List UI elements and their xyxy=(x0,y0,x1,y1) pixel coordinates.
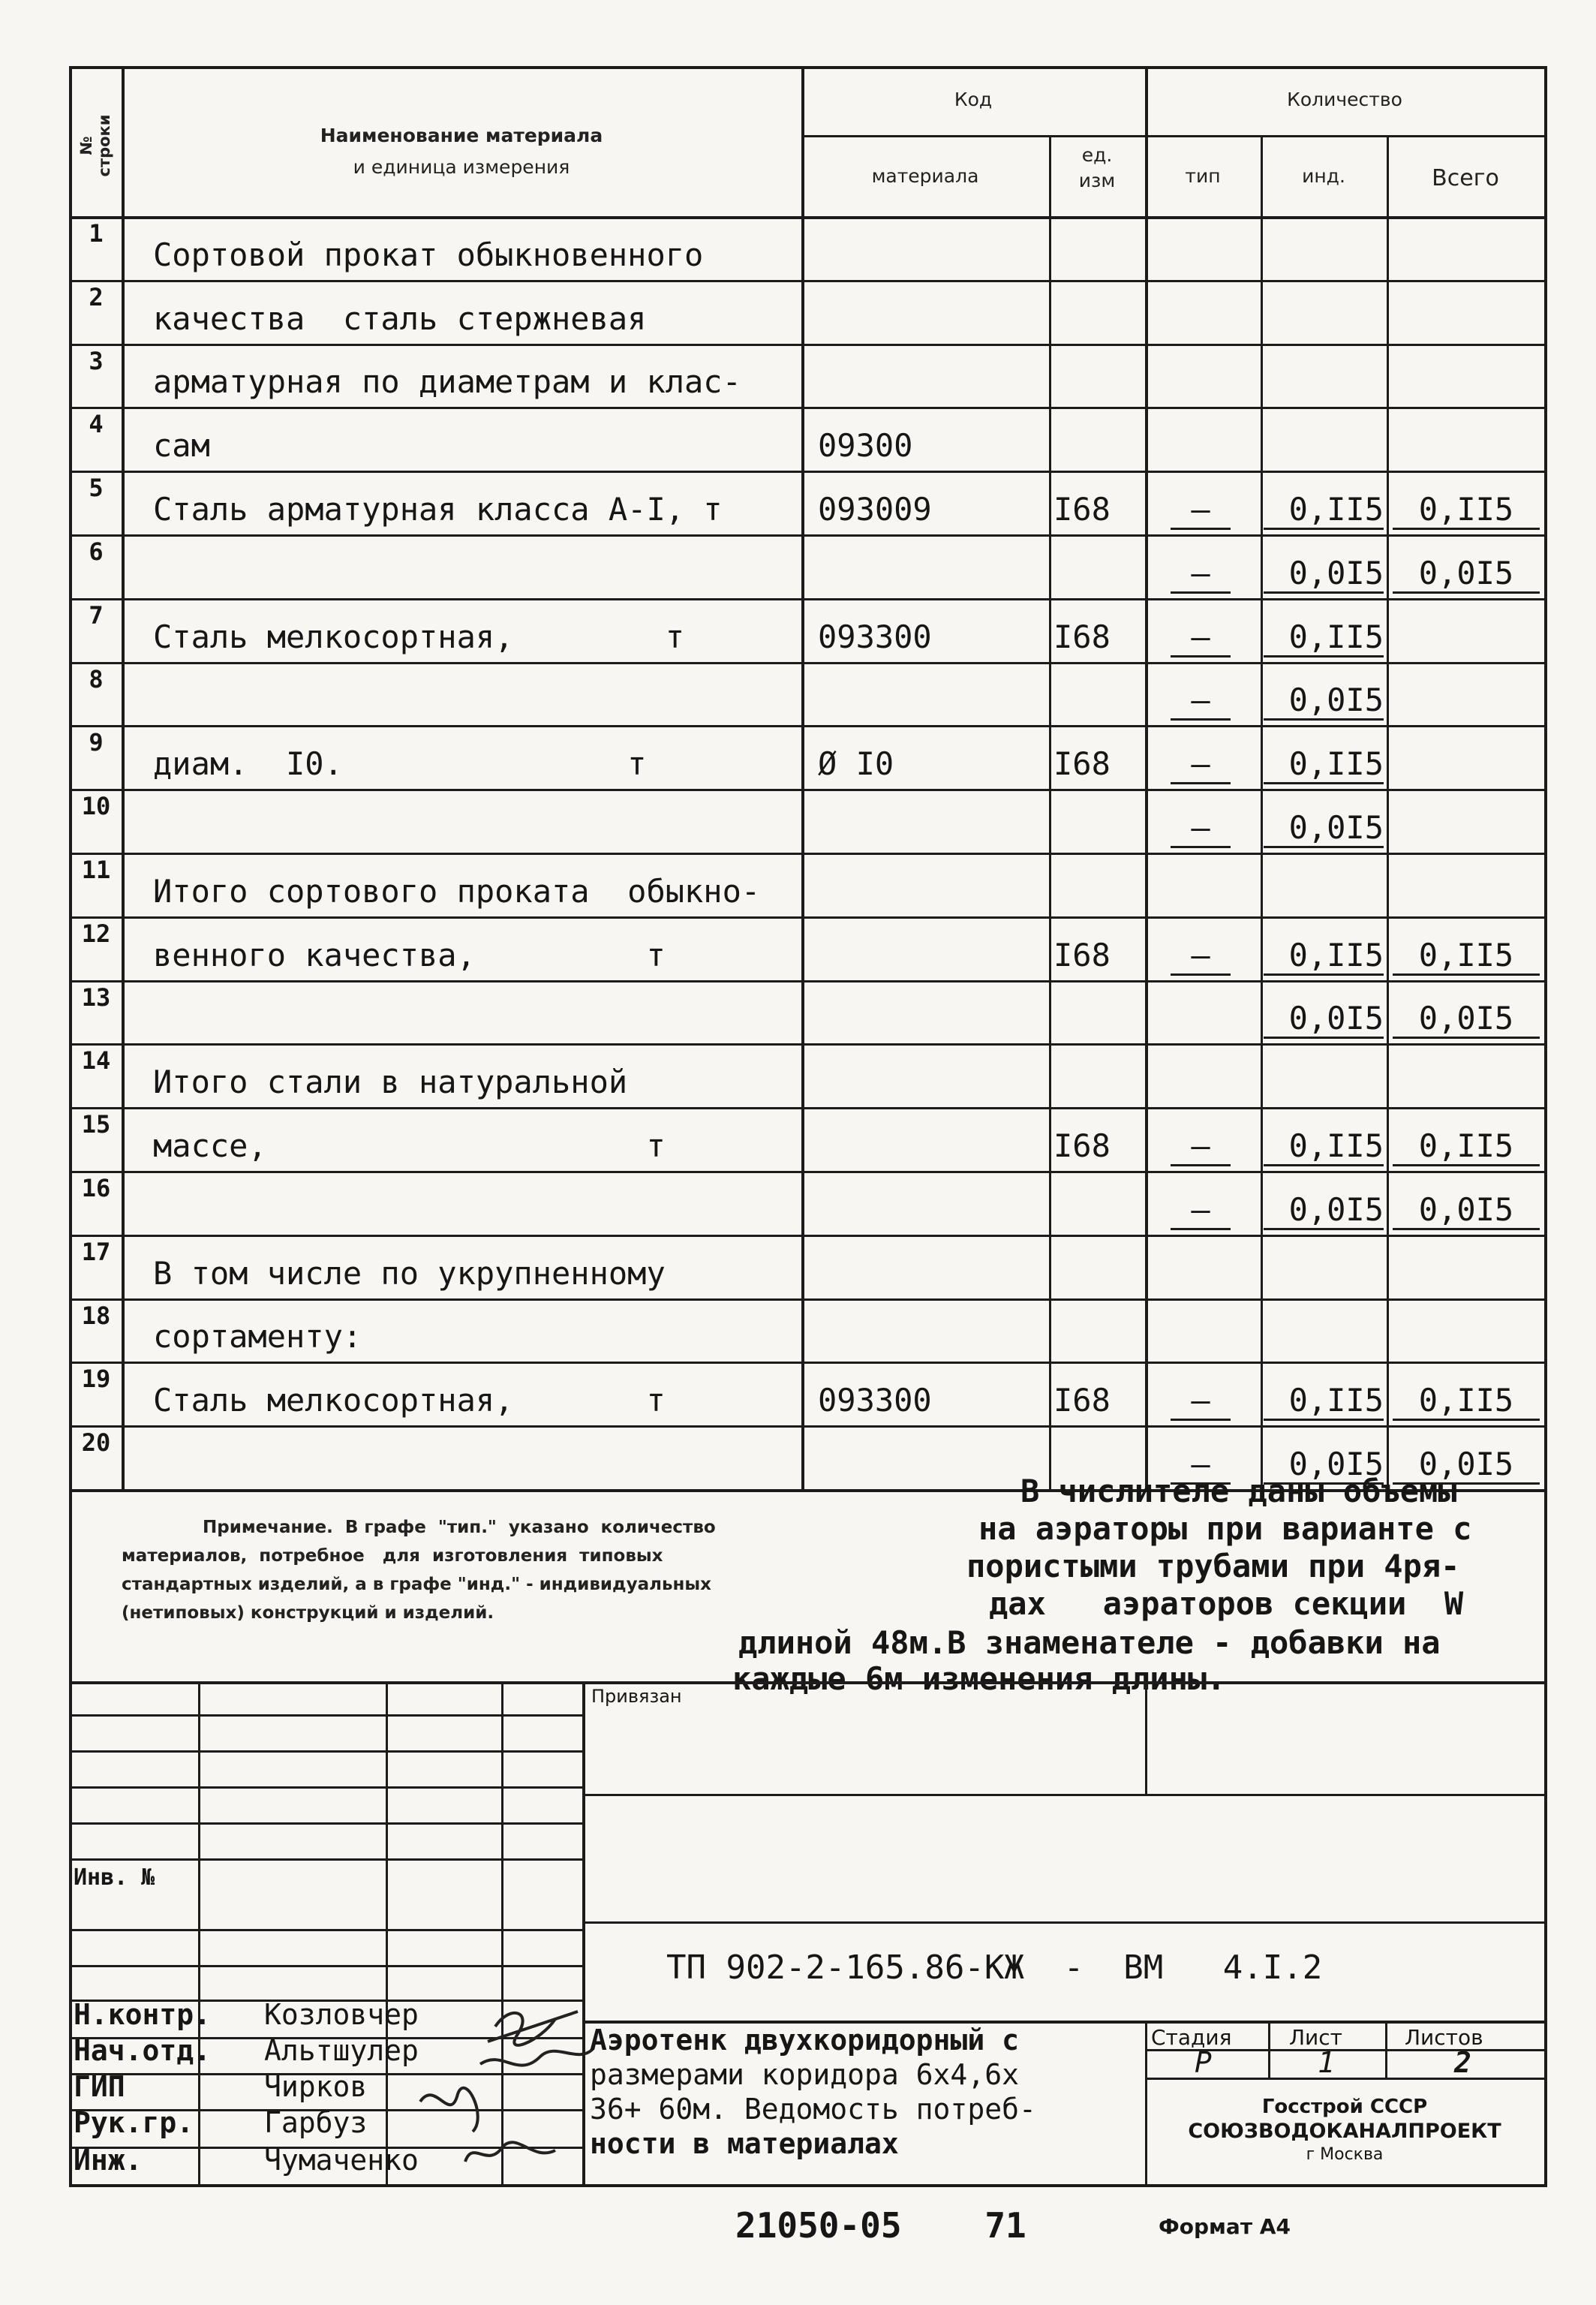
row-line xyxy=(69,1171,1547,1173)
unit-code: I68 xyxy=(1053,745,1111,782)
row-line xyxy=(69,407,1547,409)
row-number: 8 xyxy=(89,665,104,694)
note-big-line: на аэраторы при варианте с xyxy=(978,1510,1472,1547)
row-number: 4 xyxy=(89,410,104,438)
row-line xyxy=(69,1298,1547,1301)
note-line: Примечание. В графе "тип." указано количество xyxy=(203,1518,716,1537)
material-name: арматурная по диаметрам и клас- xyxy=(153,363,741,400)
stamp-h xyxy=(69,1822,582,1825)
org-line2: СОЮЗВОДОКАНАЛПРОЕКТ xyxy=(1188,2120,1501,2143)
stage-div2 xyxy=(1385,2021,1387,2078)
privyazan-label: Привязан xyxy=(591,1686,682,1707)
org-line3: г Москва xyxy=(1306,2145,1384,2164)
row-line xyxy=(69,1425,1547,1428)
signer-role: Рук.гр. xyxy=(74,2106,194,2139)
qty-type: – xyxy=(1171,555,1231,594)
title-line: ности в материалах xyxy=(590,2127,899,2160)
header-code-material: материала xyxy=(871,165,979,187)
note-big-line: пористыми трубами при 4ря- xyxy=(966,1548,1460,1584)
qty-ind: 0,0I5 xyxy=(1264,555,1384,594)
stamp-h xyxy=(69,1786,582,1789)
row-line xyxy=(69,980,1547,982)
material-code: 093009 xyxy=(818,491,932,528)
row-line xyxy=(69,1107,1547,1109)
row-number: 16 xyxy=(81,1174,111,1202)
note-line: (нетиповых) конструкций и изделий. xyxy=(122,1603,494,1623)
sheet-value: 1 xyxy=(1318,2046,1335,2079)
row-number: 7 xyxy=(89,601,104,630)
qty-type: – xyxy=(1171,682,1231,721)
footer-format: Формат А4 xyxy=(1159,2214,1291,2239)
material-name: массе, т xyxy=(153,1127,666,1164)
stamp-h xyxy=(69,1929,582,1931)
qty-ind: 0,II5 xyxy=(1264,618,1384,657)
qty-type: – xyxy=(1171,937,1231,976)
qty-total: 0,0I5 xyxy=(1393,555,1540,594)
signer-name: Чумаченко xyxy=(264,2144,419,2177)
row-number: 9 xyxy=(89,728,104,757)
qty-ind: 0,0I5 xyxy=(1264,682,1384,721)
stamp-right-h1 xyxy=(582,1794,1544,1796)
col-ind-divider xyxy=(1387,135,1389,1489)
material-code: Ø I0 xyxy=(818,745,894,782)
qty-type: – xyxy=(1171,1127,1231,1166)
qty-ind: 0,II5 xyxy=(1264,937,1384,976)
note-big-line: В числителе даны объемы xyxy=(1020,1473,1457,1509)
qty-ind: 0,II5 xyxy=(1264,1382,1384,1421)
qty-ind: 0,II5 xyxy=(1264,491,1384,530)
stamp-h xyxy=(69,1965,582,1967)
footer-doc-number: 21050-05 71 xyxy=(735,2205,1026,2246)
header-sub-line xyxy=(801,135,1544,137)
qty-ind: 0,II5 xyxy=(1264,745,1384,784)
material-name: В том числе по укрупненному xyxy=(153,1255,666,1292)
qty-total: 0,II5 xyxy=(1393,491,1540,530)
note-line: стандартных изделий, а в графе "инд." - индивидуальных xyxy=(122,1575,712,1594)
row-line xyxy=(69,662,1547,664)
header-row-number: № строки xyxy=(77,114,113,177)
material-code: 093300 xyxy=(818,618,932,655)
row-number: 10 xyxy=(81,792,111,820)
header-code-group: Код xyxy=(954,89,993,110)
qty-ind: 0,0I5 xyxy=(1264,1446,1384,1485)
inv-number-label: Инв. № xyxy=(74,1864,155,1891)
row-number: 17 xyxy=(81,1238,111,1266)
material-name: Сталь мелкосортная, т xyxy=(153,618,685,655)
row-line xyxy=(69,1235,1547,1237)
frame-right xyxy=(1544,66,1547,2187)
row-number: 3 xyxy=(89,347,104,375)
unit-code: I68 xyxy=(1053,618,1111,655)
row-line xyxy=(69,598,1547,600)
title-line: размерами коридора 6х4,6х xyxy=(590,2058,1019,2091)
stamp-top-line xyxy=(69,1681,1547,1684)
row-line xyxy=(69,725,1547,727)
stamp-v1 xyxy=(198,1681,200,2000)
stamp-h xyxy=(69,1858,582,1861)
material-name: диам. I0. т xyxy=(153,745,647,782)
qty-ind: 0,0I5 xyxy=(1264,1000,1384,1039)
row-number: 6 xyxy=(89,537,104,566)
qty-type: – xyxy=(1171,1191,1231,1230)
unit-code: I68 xyxy=(1053,1127,1111,1164)
material-name: качества сталь стержневая xyxy=(153,300,647,337)
header-name-line2: и единица измерения xyxy=(353,156,570,178)
signer-name: Гарбуз xyxy=(264,2106,368,2139)
header-code-unit: ед. изм xyxy=(1078,144,1116,191)
row-line xyxy=(69,789,1547,791)
signer-name: Альтшулер xyxy=(264,2034,419,2067)
row-number: 20 xyxy=(81,1428,111,1457)
signer-name: Чирков xyxy=(264,2070,368,2103)
title-line: 36+ 60м. Ведомость потреб- xyxy=(590,2093,1036,2126)
material-name: Сортовой прокат обыкновенного xyxy=(153,236,704,273)
qty-ind: 0,0I5 xyxy=(1264,809,1384,848)
header-qty-ind: инд. xyxy=(1302,165,1345,187)
signer-role: ГИП xyxy=(74,2070,125,2103)
org-line1: Госстрой СССР xyxy=(1261,2096,1428,2118)
qty-type: – xyxy=(1171,745,1231,784)
stamp-h xyxy=(69,1714,582,1717)
note-big-line: дах аэраторов секции W xyxy=(989,1585,1464,1622)
title-line: Аэротенк двухкоридорный с xyxy=(590,2024,1019,2057)
row-number: 12 xyxy=(81,919,111,948)
note-line: материалов, потребное для изготовления типовых xyxy=(122,1546,663,1566)
row-number: 13 xyxy=(81,983,111,1012)
document-code: ТП 902-2-165.86-КЖ - ВМ 4.I.2 xyxy=(666,1948,1323,1987)
note-big-line: каждые 6м изменения длины. xyxy=(732,1660,1226,1697)
row-line xyxy=(69,280,1547,282)
sheet-label: Лист xyxy=(1289,2025,1342,2050)
row-number: 5 xyxy=(89,474,104,502)
note-big-line: длиной 48м.В знаменателе - добавки на xyxy=(738,1624,1441,1661)
material-code: 093300 xyxy=(818,1382,932,1419)
unit-code: I68 xyxy=(1053,1382,1111,1419)
stage-value: Р xyxy=(1195,2046,1212,2079)
material-name: венного качества, т xyxy=(153,937,666,973)
stamp-right-h2 xyxy=(582,1921,1544,1924)
row-line xyxy=(69,534,1547,537)
signer-role: Инж. xyxy=(74,2144,143,2177)
qty-type: – xyxy=(1171,491,1231,530)
row-line xyxy=(69,853,1547,855)
row-number: 15 xyxy=(81,1110,111,1139)
row-number: 18 xyxy=(81,1301,111,1330)
signer-role: Нач.отд. xyxy=(74,2034,212,2067)
header-name-line1: Наименование материала xyxy=(320,125,603,146)
qty-type: – xyxy=(1171,1446,1231,1485)
qty-type: – xyxy=(1171,618,1231,657)
row-number: 11 xyxy=(81,856,111,884)
qty-type: – xyxy=(1171,809,1231,848)
header-bottom-line xyxy=(69,216,1547,219)
col-code-divider xyxy=(1049,135,1051,1489)
qty-total: 0,II5 xyxy=(1393,1382,1540,1421)
unit-code: I68 xyxy=(1053,491,1111,528)
row-line xyxy=(69,1043,1547,1046)
material-name: Итого сортового проката обыкно- xyxy=(153,873,761,910)
row-line xyxy=(69,471,1547,473)
signer-role: Н.контр. xyxy=(74,1998,212,2031)
qty-total: 0,0I5 xyxy=(1393,1446,1540,1485)
unit-code: I68 xyxy=(1053,937,1111,973)
qty-total: 0,II5 xyxy=(1393,1127,1540,1166)
stage-label: Стадия xyxy=(1151,2025,1232,2050)
row-number: 19 xyxy=(81,1365,111,1393)
material-name: Сталь мелкосортная, т xyxy=(153,1382,666,1419)
stamp-h xyxy=(69,1750,582,1753)
row-line xyxy=(69,344,1547,346)
col-type-divider xyxy=(1261,135,1263,1489)
stamp-v3 xyxy=(501,1681,503,2000)
qty-ind: 0,0I5 xyxy=(1264,1191,1384,1230)
header-qty-total: Всего xyxy=(1432,165,1499,191)
row-number: 1 xyxy=(89,219,104,248)
privyazan-divider xyxy=(1145,1681,1147,1794)
header-qty-type: тип xyxy=(1185,165,1221,187)
stamp-v2 xyxy=(386,1681,388,2000)
material-name: сортаменту: xyxy=(153,1318,362,1355)
sheets-label: Листов xyxy=(1405,2025,1483,2050)
qty-total: 0,0I5 xyxy=(1393,1000,1540,1039)
qty-type: – xyxy=(1171,1382,1231,1421)
row-number: 14 xyxy=(81,1046,111,1075)
sheets-value: 2 xyxy=(1454,2046,1471,2079)
frame-bottom xyxy=(69,2184,1547,2187)
qty-ind: 0,II5 xyxy=(1264,1127,1384,1166)
stage-div1 xyxy=(1268,2021,1270,2078)
header-qty-group: Количество xyxy=(1287,89,1402,110)
qty-total: 0,II5 xyxy=(1393,937,1540,976)
frame-top xyxy=(69,66,1547,69)
row-line xyxy=(69,916,1547,919)
row-line xyxy=(69,1362,1547,1364)
material-name: сам xyxy=(153,427,210,464)
qty-total: 0,0I5 xyxy=(1393,1191,1540,1230)
material-name: Итого стали в натуральной xyxy=(153,1064,628,1100)
signatures-image xyxy=(405,1997,600,2184)
signer-name: Козловчер xyxy=(264,1998,419,2031)
material-name: Сталь арматурная класса А-I, т xyxy=(153,491,723,528)
material-code: 09300 xyxy=(818,427,913,464)
row-number: 2 xyxy=(89,283,104,311)
